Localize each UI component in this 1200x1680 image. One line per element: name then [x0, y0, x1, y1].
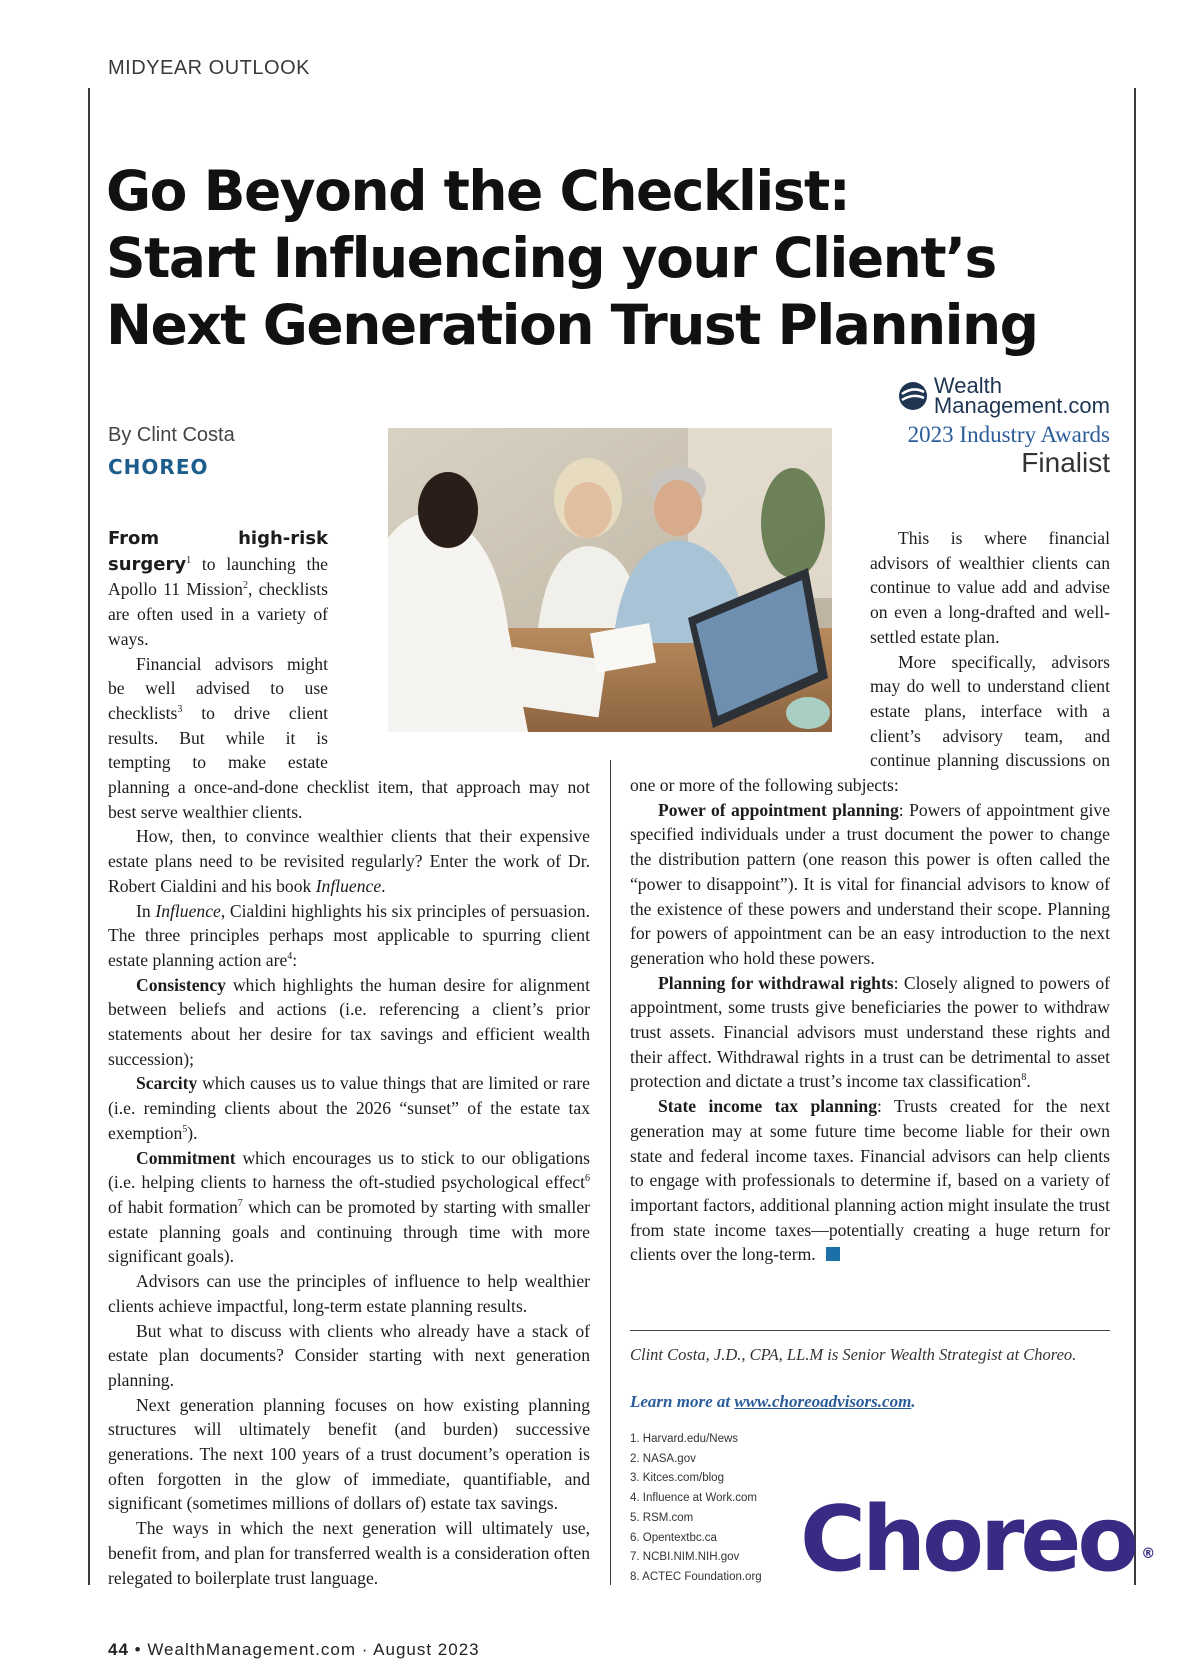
- text-run: More specifically, advisors may do well to understand client estate plans, interface with a client’s advisory team, and continue planning discussions on one or more of the following subjects:: [630, 651, 1110, 796]
- globe-icon: [898, 381, 928, 411]
- footnote-ref: 8: [1021, 1072, 1027, 1084]
- award-badge: [810, 373, 1110, 478]
- author-company: CHOREO: [108, 455, 209, 479]
- text-run: .: [1026, 1071, 1031, 1092]
- italic-title: Influence: [155, 900, 221, 921]
- bold-term: Power of appointment planning: [658, 799, 899, 820]
- page-number: 44: [108, 1640, 129, 1659]
- learn-more-link[interactable]: www.choreoadvisors.com: [734, 1392, 912, 1411]
- article-headline: [106, 158, 1106, 359]
- footer-text: • WealthManagement.com · August 2023: [128, 1640, 480, 1659]
- footnote-item: 7. NCBI.NIM.NIH.gov: [630, 1551, 740, 1564]
- learn-more-suffix: .: [911, 1392, 916, 1411]
- text-run: ).: [187, 1122, 198, 1143]
- bold-term: Commitment: [136, 1147, 236, 1168]
- bold-term: Planning for withdrawal rights: [658, 972, 894, 993]
- text-run: This is where financial advisors of wealthier clients can continue to value add and advise on even a long-drafted and well-settled estate plan.: [870, 528, 1110, 647]
- photo-wrap-spacer: [630, 526, 870, 750]
- footnote-item: 2. NASA.gov: [630, 1452, 696, 1465]
- author-bio: Clint Costa, J.D., CPA, LL.M is Senior Wealth Strategist at Choreo.: [630, 1345, 1077, 1364]
- footnote-ref: 5: [182, 1124, 188, 1136]
- right-column: [630, 526, 1110, 1267]
- text-run: : Closely aligned to powers of appointment, some trusts give beneficiaries the power to withdraw trust assets. Financial advisors must understand these rights and their affect. Withdrawal rights in a trust can be detrimental to asset protection and dictate a trust’s income tax classification: [630, 972, 1110, 1092]
- column-divider: [610, 760, 611, 1585]
- byline: By Clint Costa: [108, 424, 235, 446]
- article-paragraph: [630, 1094, 1110, 1267]
- footnote-ref: 2: [242, 580, 248, 592]
- footnotes-list: [630, 1430, 800, 1588]
- footnote-item: 5. RSM.com: [630, 1511, 694, 1524]
- text-run: .: [381, 875, 386, 896]
- paragraph-lead: From high-risk surgery: [108, 528, 328, 575]
- article-paragraph: [630, 798, 1110, 971]
- bold-term: Scarcity: [136, 1073, 198, 1094]
- footnote-ref: 7: [237, 1198, 243, 1210]
- text-run: Financial advisors might be well advised to use checklists: [108, 653, 328, 723]
- footnote-ref: 4: [287, 951, 293, 963]
- photo-wrap-spacer: [328, 526, 590, 756]
- footnote-item: 6. Opentextbc.ca: [630, 1531, 717, 1544]
- footnote-ref: 1: [186, 554, 192, 566]
- learn-more-prefix: Learn more at: [630, 1392, 735, 1411]
- bold-term: Consistency: [136, 974, 226, 995]
- article-paragraph: [108, 1071, 590, 1145]
- text-run: , checklists are often used in a variety of ways.: [108, 579, 328, 649]
- bold-term: State income tax planning: [658, 1096, 877, 1117]
- footnote-item: 4. Influence at Work.com: [630, 1492, 757, 1505]
- footnote-item: 3. Kitces.com/blog: [630, 1472, 724, 1485]
- text-run: which can be promoted by starting with smaller estate planning goals and continuing through time with more significant goals).: [108, 1196, 590, 1267]
- left-vertical-rule: [88, 88, 90, 1585]
- text-run: Next generation planning focuses on how existing planning structures will ultimately benefit (and burden) successive generations. The next 100 years of a trust document’s operation is often forgotten in the glow of immediate, quantifiable, and significant (sometimes millions of dollars of) estate tax savings.: [108, 1394, 590, 1514]
- award-status: Finalist: [1021, 447, 1110, 478]
- section-label: MIDYEAR OUTLOOK: [108, 57, 310, 79]
- text-run: to drive client results. But while it is tempting to make estate planning a once-and-done checklist item, that approach may not best serve wealthier clients.: [108, 702, 590, 822]
- footnote-ref: 6: [585, 1173, 590, 1185]
- article-paragraph: [108, 1393, 590, 1517]
- headline-line-2: Start Influencing your Client’s: [106, 226, 996, 290]
- text-run: The ways in which the next generation will ultimately use, benefit from, and plan for transferred wealth is a consideration often relegated to boilerplate trust language.: [108, 1518, 590, 1588]
- text-run: which encourages us to stick to our obligations (i.e. helping clients to harness the oft-studied psychological effect: [108, 1147, 590, 1193]
- learn-more: [630, 1392, 1110, 1412]
- footnote-item: 1. Harvard.edu/News: [630, 1433, 739, 1445]
- text-run: which causes us to value things that are limited or rare (i.e. reminding clients about the 2026 “sunset” of the estate tax exemption: [108, 1073, 590, 1143]
- article-paragraph: [108, 1146, 590, 1270]
- text-run: which highlights the human desire for alignment between beliefs and actions (i.e. referencing a client’s prior statements about her desire for tax savings and efficient wealth succession);: [108, 974, 590, 1069]
- page-footer: [108, 1640, 480, 1660]
- article-paragraph: [108, 973, 590, 1072]
- text-run: , Cialdini highlights his six principles of persuasion. The three principles perhaps most applicable to spurring client estate planning action are: [108, 900, 590, 970]
- text-run: : Trusts created for the next generation may at some future time become liable for their own state and federal income taxes. Financial advisors can help clients to engage with professionals to determine if, based on a variety of important factors, additional planning action might insulate the trust from state income taxes—potentially creating a huge return for clients over the long-term.: [630, 1096, 1110, 1265]
- left-column: [108, 526, 590, 1590]
- text-run: In: [136, 900, 156, 921]
- end-mark-icon: [826, 1247, 840, 1261]
- choreo-logo-text: Choreo: [800, 1487, 1136, 1592]
- right-vertical-rule: [1134, 88, 1136, 1585]
- headline-line-1: Go Beyond the Checklist:: [106, 159, 850, 223]
- italic-title: Influence: [315, 875, 382, 896]
- award-brand-line-1: Wealth: [933, 373, 1002, 398]
- choreo-logo: [800, 1487, 1156, 1592]
- article-paragraph: [108, 1319, 590, 1393]
- article-paragraph: [630, 971, 1110, 1095]
- bio-divider: [630, 1330, 1110, 1331]
- text-run: to launching the Apollo 11 Mission: [108, 553, 328, 600]
- text-run: of habit formation: [108, 1196, 238, 1217]
- article-paragraph: [108, 1269, 590, 1318]
- text-run: But what to discuss with clients who already have a stack of estate plan documents? Consider starting with next generation planning.: [108, 1320, 590, 1390]
- text-run: :: [292, 949, 298, 970]
- text-run: Advisors can use the principles of influence to help wealthier clients achieve impactful, long-term estate planning results.: [108, 1271, 590, 1316]
- award-title: 2023 Industry Awards: [907, 422, 1110, 447]
- registered-mark: ®: [1141, 1546, 1156, 1562]
- headline-line-3: Next Generation Trust Planning: [106, 293, 1038, 357]
- award-brand-line-2: Management.com: [933, 393, 1110, 418]
- text-run: How, then, to convince wealthier clients that their expensive estate plans need to be revisited regularly? Enter the work of Dr. Robert Cialdini and his book: [108, 826, 590, 896]
- article-paragraph: [108, 1516, 590, 1590]
- footnote-item: 8. ACTEC Foundation.org: [630, 1570, 762, 1583]
- text-run: : Powers of appointment give specified individuals under a trust document the power to change the distribution pattern (one reason this power is often called the “power to disappoint”). It is vital for financial advisors to know of the existence of these powers and understand their scope. Planning for powers of appointment can be an easy introduction to the next generation who hold these powers.: [630, 799, 1111, 968]
- article-paragraph: [108, 824, 590, 898]
- footnote-ref: 3: [177, 704, 183, 716]
- article-paragraph: [108, 899, 590, 973]
